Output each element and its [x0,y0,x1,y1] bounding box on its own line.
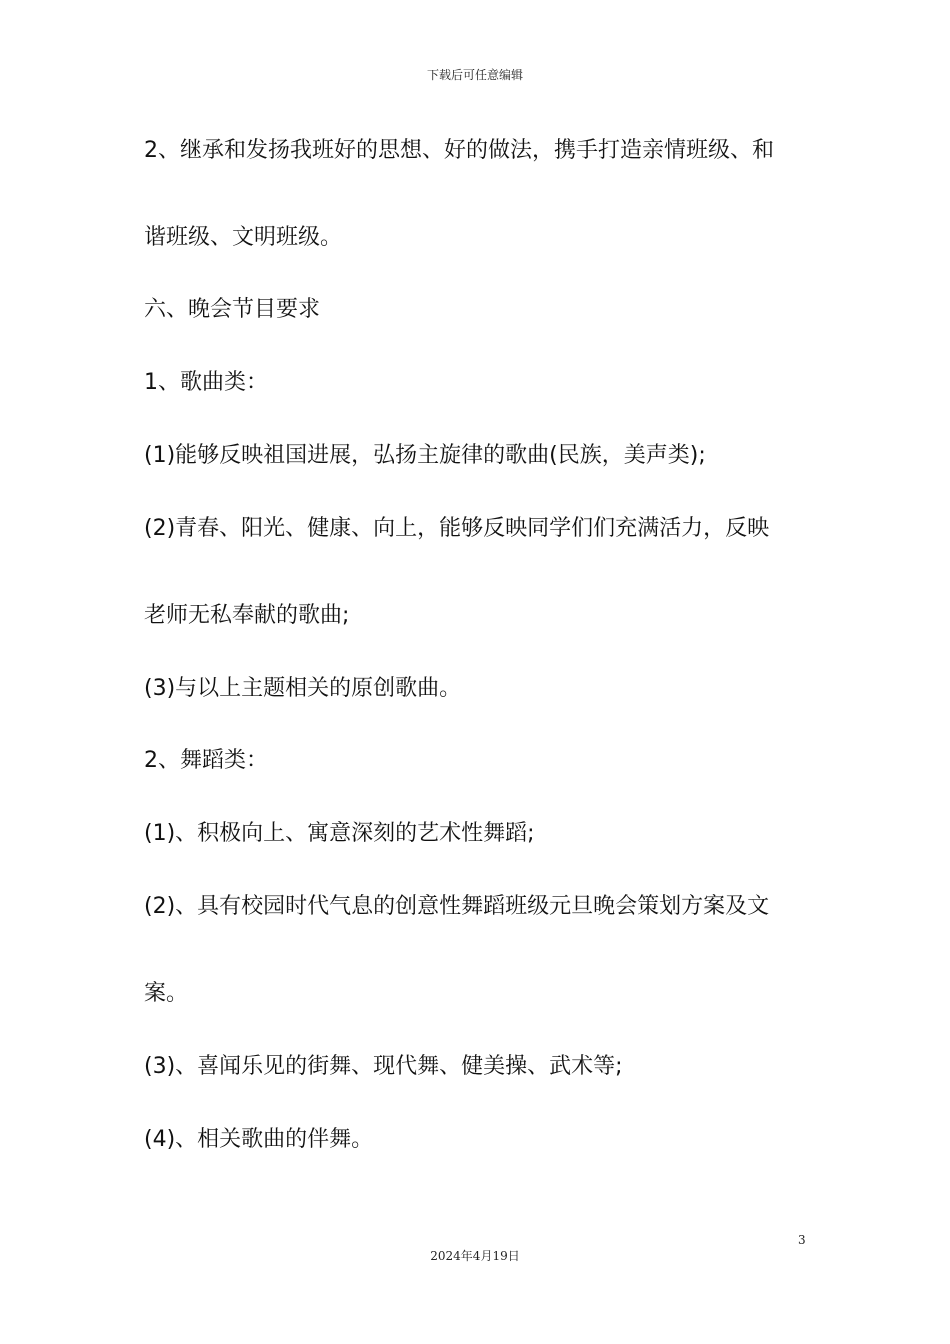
body-line: 案。 [144,981,189,1006]
body-line: (3)与以上主题相关的原创歌曲。 [144,676,462,701]
subsection-heading: 1、歌曲类： [144,370,268,395]
body-line: (1)、积极向上、寓意深刻的艺术性舞蹈; [144,821,535,846]
body-line: 谐班级、文明班级。 [144,225,343,250]
page-header: 下载后可任意编辑 [426,68,523,82]
body-line: 2、继承和发扬我班好的思想、好的做法，携手打造亲情班级、和 [144,138,774,163]
body-line: (3)、喜闻乐见的街舞、现代舞、健美操、武术等; [144,1054,623,1079]
body-line: (4)、相关歌曲的伴舞。 [144,1127,374,1152]
body-line: 老师无私奉献的歌曲; [144,603,350,628]
section-heading: 六、晚会节目要求 [144,297,321,322]
body-line: (1)能够反映祖国进展，弘扬主旋律的歌曲(民族，美声类); [144,443,706,468]
page-number: 3 [798,1233,806,1247]
body-line: (2)青春、阳光、健康、向上，能够反映同学们们充满活力，反映 [144,516,770,541]
footer-date: 2024年4月19日 [430,1249,520,1263]
subsection-heading: 2、舞蹈类： [144,748,268,773]
body-line: (2)、具有校园时代气息的创意性舞蹈班级元旦晚会策划方案及文 [144,894,770,919]
